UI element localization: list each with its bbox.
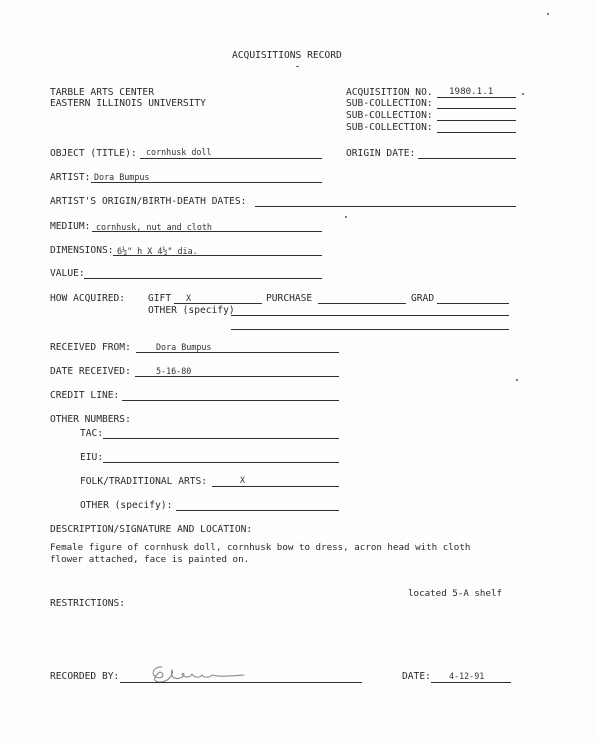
purchase-line <box>318 303 406 304</box>
gift-line <box>174 303 262 304</box>
tac-label: TAC: <box>80 428 104 439</box>
other-specify-label: OTHER (specify): <box>80 500 173 511</box>
object-title-label: OBJECT (TITLE): <box>50 148 137 159</box>
scan-speck <box>296 66 299 67</box>
scan-speck <box>547 13 549 15</box>
medium-label: MEDIUM: <box>50 221 91 232</box>
object-title-value: cornhusk doll <box>146 147 212 157</box>
sub-collection-3-label: SUB-COLLECTION: <box>346 122 433 133</box>
received-from-value: Dora Bumpus <box>156 342 212 352</box>
recorded-by-label: RECORDED BY: <box>50 671 120 682</box>
acquisition-no-label: ACQUISITION NO. <box>346 87 433 98</box>
origin-date-line <box>418 158 516 159</box>
date-value: 4-12-91 <box>449 671 485 681</box>
object-title-line <box>140 158 322 159</box>
scan-speck <box>522 93 524 95</box>
artist-line <box>91 182 322 183</box>
location-note: located 5-A shelf <box>408 588 503 599</box>
eiu-line <box>103 462 339 463</box>
artist-label: ARTIST: <box>50 172 91 183</box>
scan-speck <box>516 379 518 381</box>
folk-arts-line <box>212 486 339 487</box>
artist-value: Dora Bumpus <box>94 172 150 182</box>
acquired-other-line-1 <box>231 315 509 316</box>
received-from-line <box>136 352 339 353</box>
dimensions-line <box>113 255 322 256</box>
purchase-label: PURCHASE <box>266 293 313 304</box>
date-received-value: 5-16-80 <box>156 366 192 376</box>
scan-speck <box>345 216 347 218</box>
dimensions-label: DIMENSIONS: <box>50 245 114 256</box>
grad-label: GRAD <box>411 293 435 304</box>
acquired-other-label: OTHER (specify) <box>148 305 235 316</box>
institution-university: EASTERN ILLINOIS UNIVERSITY <box>50 98 206 109</box>
date-received-label: DATE RECEIVED: <box>50 366 131 377</box>
form-title: ACQUISITIONS RECORD <box>232 50 342 61</box>
restrictions-label: RESTRICTIONS: <box>50 598 126 609</box>
value-label: VALUE: <box>50 268 85 279</box>
tac-line <box>103 438 339 439</box>
acquisition-no-value: 1980.1.1 <box>449 86 494 97</box>
credit-line-label: CREDIT LINE: <box>50 390 120 401</box>
date-line <box>431 682 511 683</box>
acquisition-no-line <box>437 97 516 98</box>
description-text-line-1: Female figure of cornhusk doll, cornhusk bow to dress, acron head with cloth <box>50 542 471 553</box>
sub-collection-1-label: SUB-COLLECTION: <box>346 98 433 109</box>
sub-collection-3-line <box>437 132 516 133</box>
date-label: DATE: <box>402 671 431 682</box>
dimensions-value: 6½" h X 4½" dia. <box>117 246 198 256</box>
medium-value: cornhusk, nut and cloth <box>96 222 212 232</box>
gift-label: GIFT <box>148 293 172 304</box>
institution-name: TARBLE ARTS CENTER <box>50 87 154 98</box>
recorded-by-signature <box>148 664 258 684</box>
folk-arts-value: X <box>240 475 246 485</box>
eiu-label: EIU: <box>80 452 104 463</box>
sub-collection-2-label: SUB-COLLECTION: <box>346 110 433 121</box>
other-numbers-label: OTHER NUMBERS: <box>50 414 131 425</box>
sub-collection-2-line <box>437 120 516 121</box>
recorded-by-line <box>120 682 362 683</box>
artist-dates-line <box>255 206 516 207</box>
grad-line <box>437 303 509 304</box>
gift-value: X <box>186 293 192 303</box>
origin-date-label: ORIGIN DATE: <box>346 148 416 159</box>
credit-line-line <box>122 400 339 401</box>
sub-collection-1-line <box>437 108 516 109</box>
medium-line <box>92 231 322 232</box>
date-received-line <box>135 376 339 377</box>
value-line <box>84 278 322 279</box>
folk-arts-label: FOLK/TRADITIONAL ARTS: <box>80 476 208 487</box>
description-text-line-2: flower attached, face is painted on. <box>50 554 250 565</box>
artist-dates-label: ARTIST'S ORIGIN/BIRTH-DEATH DATES: <box>50 196 247 207</box>
how-acquired-label: HOW ACQUIRED: <box>50 293 126 304</box>
description-label: DESCRIPTION/SIGNATURE AND LOCATION: <box>50 524 253 535</box>
other-specify-line <box>176 510 339 511</box>
acquired-other-line-2 <box>231 329 509 330</box>
received-from-label: RECEIVED FROM: <box>50 342 131 353</box>
